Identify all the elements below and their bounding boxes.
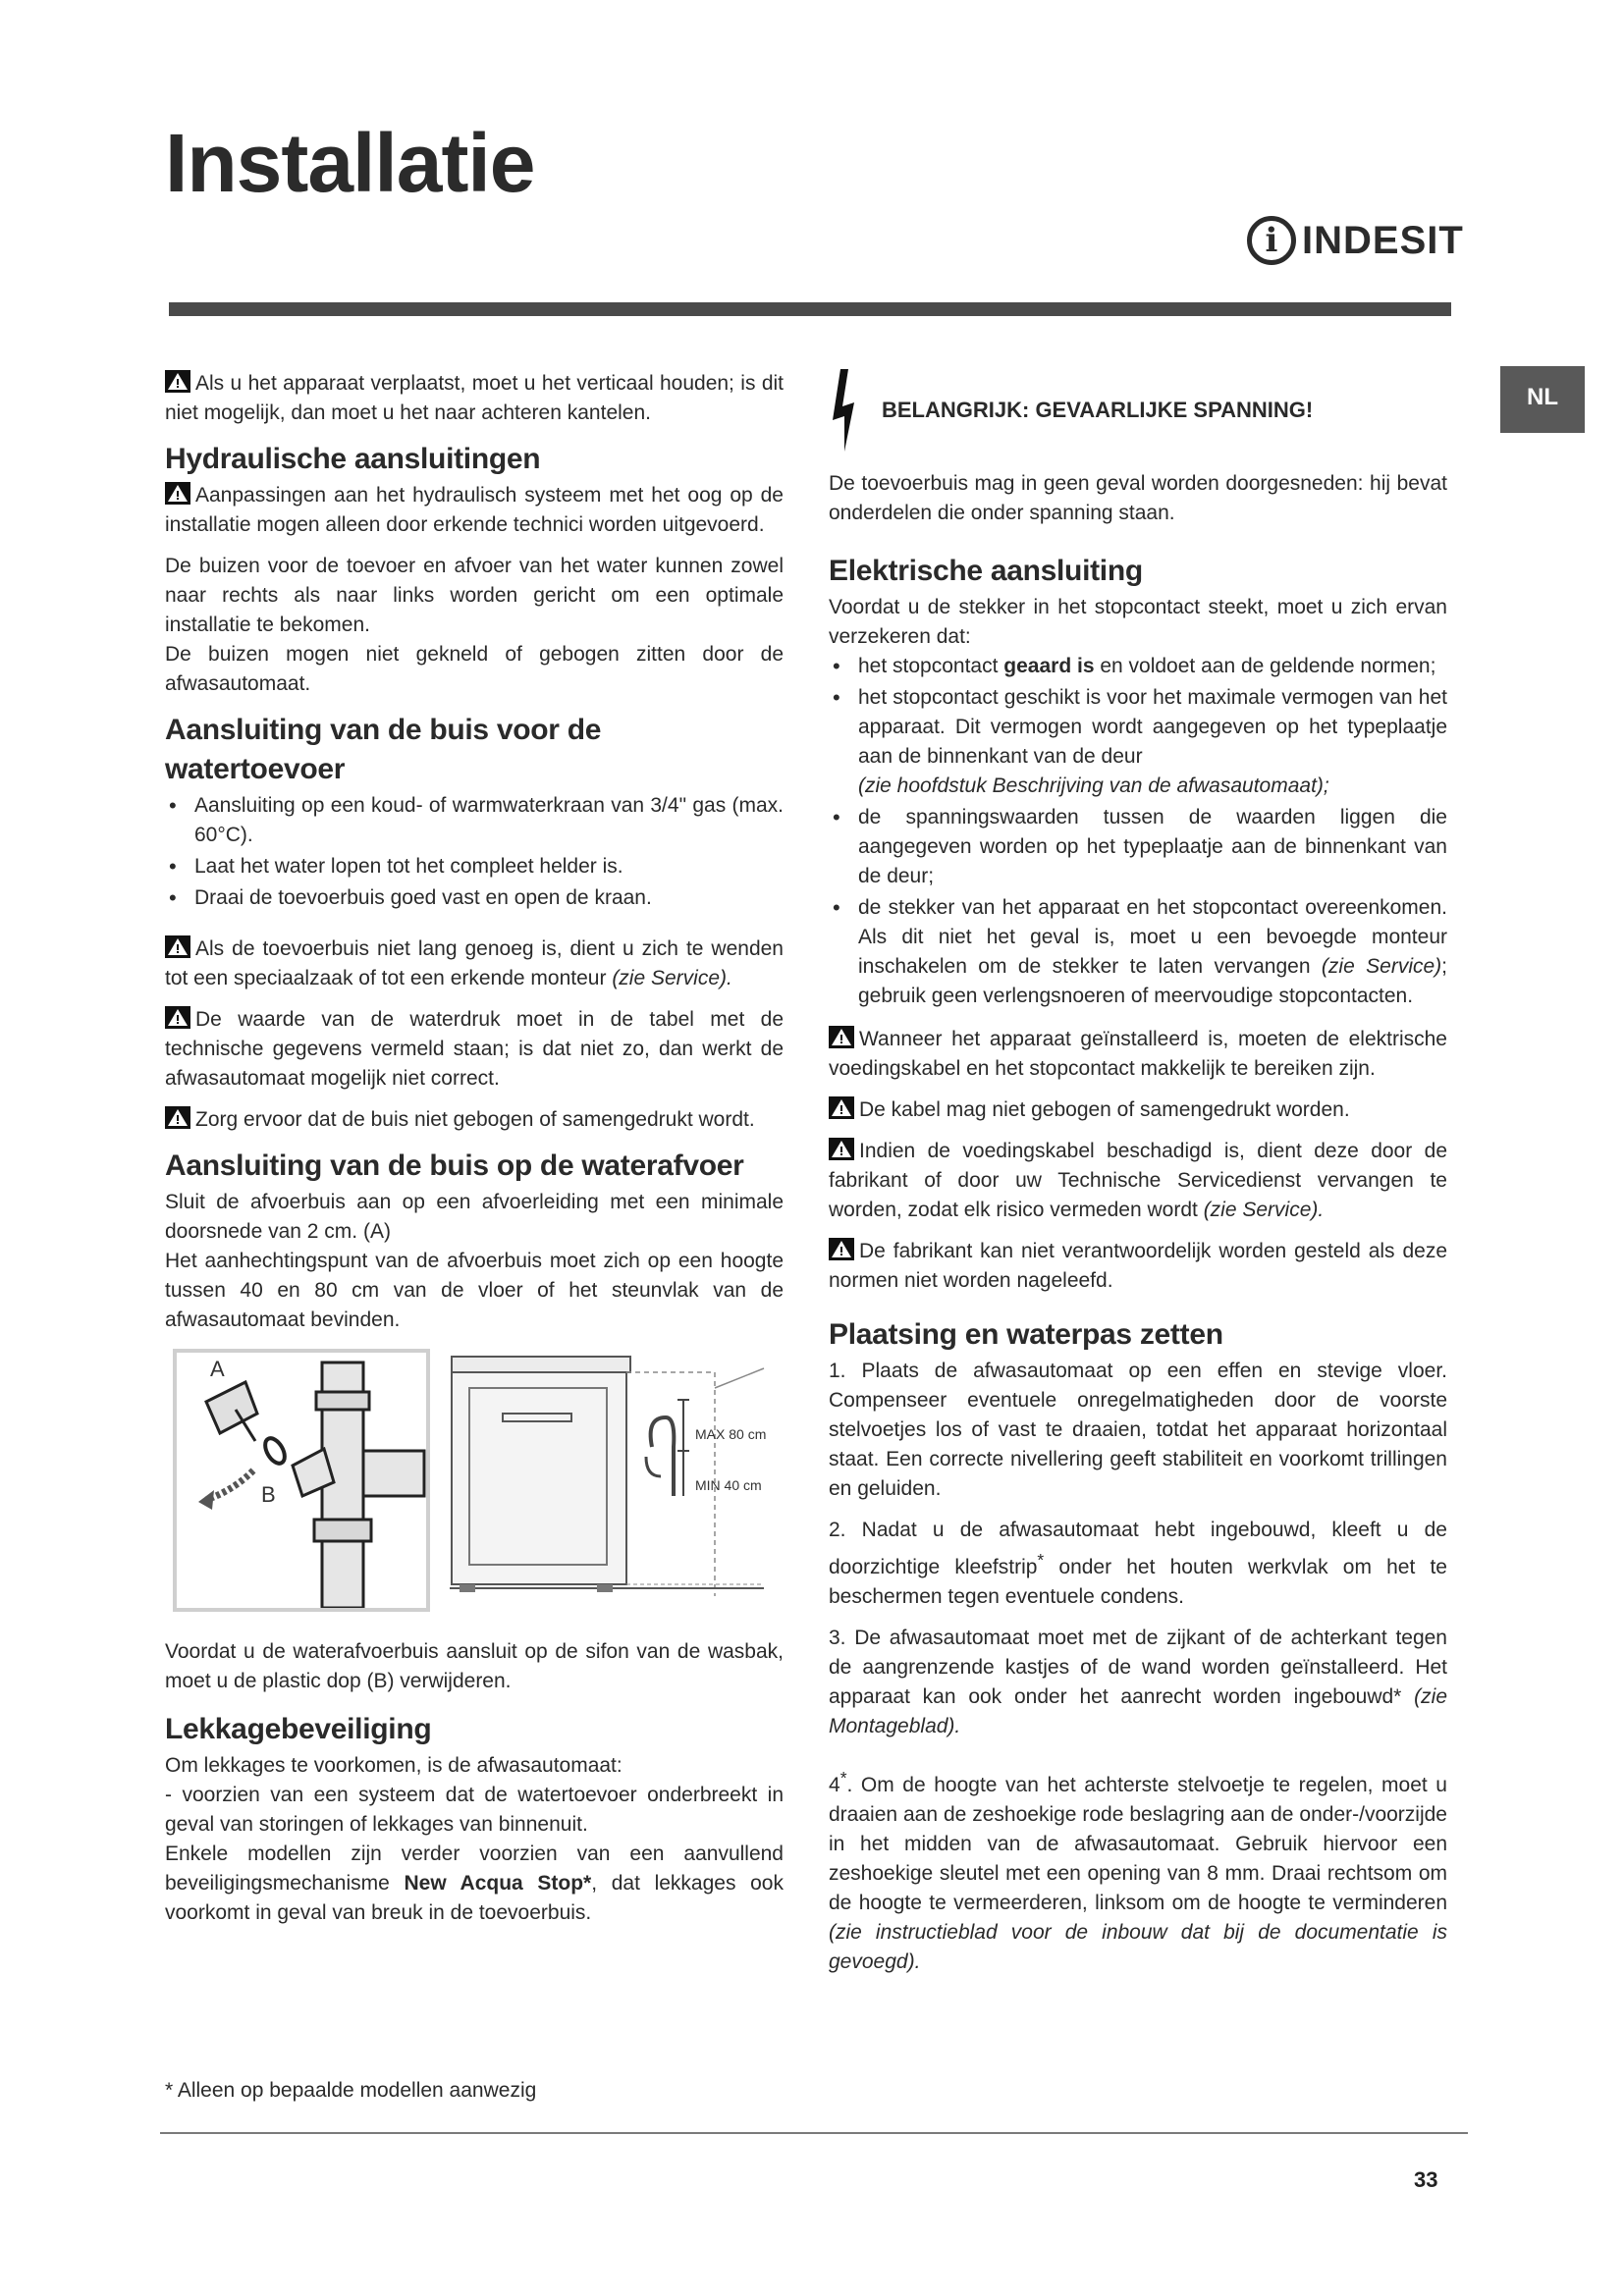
drain-para-2: Het aanhechtingspunt van de afvoerbuis moet zich op een hoogte tussen 40 en 80 cm van de vloer of het steunvlak van de afwasautomaat bevinden. <box>165 1250 784 1331</box>
leak-para-3-text: Enkele modellen zijn verder voorzien van een aanvullend beveiligingsmechanisme <box>165 1842 784 1895</box>
drain-para-1: Sluit de afvoerbuis aan op een afvoerleiding met een minimale doorsnede van 2 cm. (A) <box>165 1191 784 1243</box>
list-item: • Aansluiting op een koud- of warmwaterkraan van 3/4" gas (max. 60°C). <box>165 791 784 850</box>
grounded-label: geaard is <box>1003 655 1095 677</box>
supply-warning-3-text: Zorg ervoor dat de buis niet gebogen of samengedrukt wordt. <box>195 1108 755 1131</box>
language-tab: NL <box>1500 366 1585 433</box>
placement-step-2-end: onder het houten werkvlak om het te beschermen tegen eventuele condens. <box>829 1556 1447 1608</box>
description-reference: (zie hoofdstuk Beschrijving van de afwasautomaat); <box>858 774 1329 797</box>
electrical-warning-3-text: Indien de voedingskabel beschadigd is, dient deze door de fabrikant of door uw Technische Servicedienst vervangen te worden, zodat elk risico vermeden wordt <box>829 1140 1447 1221</box>
heading-leak-protection: Lekkagebeveiliging <box>165 1713 432 1745</box>
intro-text: Als u het apparaat verplaatst, moet u het verticaal houden; is dit niet mogelijk, dan moet u het naar achteren kantelen. <box>165 372 784 424</box>
indesit-logo <box>1247 211 1464 270</box>
warning-icon <box>165 1106 190 1129</box>
service-reference: (zie Service) <box>1321 955 1442 978</box>
footnote-star: * <box>839 1768 847 1788</box>
list-item: • Laat het water lopen tot het compleet helder is. <box>165 852 784 881</box>
electrical-warning-2-text: De kabel mag niet gebogen of samengedrukt worden. <box>859 1098 1350 1121</box>
list-item-text: het stopcontact <box>858 655 999 677</box>
supply-warning-2 <box>165 1005 784 1094</box>
leak-para-2: - voorzien van een systeem dat de watertoevoer onderbreekt in geval van storingen of lekkages van binnenuit. <box>165 1784 784 1836</box>
figure-max-label: MAX 80 cm <box>695 1426 767 1442</box>
supply-warning-1 <box>165 934 784 993</box>
list-item-text: en voldoet aan de geldende normen; <box>1100 655 1436 677</box>
leak-para-3 <box>165 1840 784 1928</box>
warning-icon <box>829 1138 854 1160</box>
list-item <box>829 652 1447 681</box>
warning-icon <box>829 1026 854 1048</box>
hydraulic-para-2: De buizen mogen niet gekneld of gebogen zitten door de afwasautomaat. <box>165 643 784 695</box>
heading-drain: Aansluiting van de buis op de waterafvoer <box>165 1149 744 1182</box>
electrical-intro: Voordat u de stekker in het stopcontact steekt, moet u zich ervan verzekeren dat: <box>829 596 1447 648</box>
electrical-list <box>829 652 1447 1011</box>
leak-para-1: Om lekkages te voorkomen, is de afwasautomaat: <box>165 1754 623 1777</box>
placement-step-3-text: 3. De afwasautomaat moet met de zijkant of de achterkant tegen de aangrenzende kastjes of de wand worden geïnstalleerd. Het apparaat kan ook onder het aanrecht worden ingebouwd* <box>829 1627 1447 1708</box>
electrical-warning-4 <box>829 1237 1447 1296</box>
electrical-warning-2 <box>829 1095 1447 1125</box>
warning-icon <box>165 370 190 393</box>
warning-icon <box>829 1096 854 1119</box>
list-item-text: de stekker van het apparaat en het stopcontact overeenkomen. Als dit niet het geval is, moet u een bevoegde monteur inschakelen om de stekker te laten vervangen <box>858 896 1447 978</box>
footer-divider <box>160 2132 1468 2134</box>
warning-icon <box>165 482 190 505</box>
electrical-warning-1 <box>829 1025 1447 1084</box>
placement-step-3 <box>829 1624 1447 1741</box>
placement-step-4-text: . Om de hoogte van het achterste stelvoetje te regelen, moet u draaien aan de zeshoekige rode beslagring aan de onder-/voorzijde in het midden van de afwasautomaat. Gebruik hiervoor een zeshoekige sleutel met een opening van 8 mm. Draai rechtsom om de hoogte te vermeerderen, linksom om de hoogte te verminderen <box>829 1774 1447 1914</box>
heading-water-supply: Aansluiting van de buis voor de watertoevoer <box>165 714 602 785</box>
figure-label-b: B <box>261 1482 276 1507</box>
logo-text: INDESIT <box>1302 218 1464 262</box>
mounting-sheet-reference: (zie Montageblad). <box>829 1685 1447 1737</box>
placement-step-2 <box>829 1516 1447 1612</box>
supply-list <box>165 791 784 913</box>
page-number: 33 <box>1414 2167 1438 2192</box>
placement-step-4 <box>829 1763 1447 1977</box>
heading-placement: Plaatsing en waterpas zetten <box>829 1318 1223 1351</box>
electrical-warning-4-text: De fabrikant kan niet verantwoordelijk worden gesteld als deze normen niet worden nageleefd. <box>829 1240 1447 1292</box>
header-divider <box>169 302 1451 316</box>
list-item <box>829 893 1447 1011</box>
drain-para-3: Voordat u de waterafvoerbuis aansluit op de sifon van de wasbak, moet u de plastic dop (B) verwijderen. <box>165 1640 784 1692</box>
placement-step-1: 1. Plaats de afwasautomaat op een effen en stevige vloer. Compenseer eventuele onregelmatigheden door de voorste stelvoetjes los of vast te draaien, totdat het apparaat horizontaal staat. Een correcte nivellering geeft stabiliteit en voorkomt trillingen en geluiden. <box>829 1360 1447 1500</box>
list-item: • de spanningswaarden tussen de waarden liggen die aangegeven worden op het typeplaatje aan de binnenkant van de deur; <box>829 803 1447 891</box>
figure-min-label: MIN 40 cm <box>695 1477 762 1493</box>
hydraulic-para-1: De buizen voor de toevoer en afvoer van het water kunnen zowel naar rechts als naar links worden gericht om een optimale installatie te bekomen. <box>165 555 784 636</box>
list-item <box>829 683 1447 801</box>
heading-electrical: Elektrische aansluiting <box>829 555 1143 587</box>
service-reference: (zie Service). <box>612 967 732 989</box>
logo-mark: i <box>1247 216 1296 265</box>
left-column <box>165 369 784 1940</box>
right-column <box>829 369 1447 1989</box>
dishwasher-height-illustration <box>450 1349 774 1614</box>
high-voltage-icon <box>829 369 862 452</box>
danger-text: De toevoerbuis mag in geen geval worden doorgesneden: hij bevat onderdelen die onder spanning staan. <box>829 472 1447 524</box>
warning-icon <box>829 1238 854 1260</box>
hydraulic-warning-text: Aanpassingen aan het hydraulisch systeem met het oog op de installatie mogen alleen door erkende technici worden uitgevoerd. <box>165 484 784 536</box>
footnote: * Alleen op bepaalde modellen aanwezig <box>165 2079 537 2102</box>
page-title: Installatie <box>165 117 535 209</box>
leak-para-3-end: , dat lekkages ook voorkomt in geval van breuk in de toevoerbuis. <box>165 1872 784 1924</box>
supply-warning-3 <box>165 1105 784 1135</box>
danger-title: BELANGRIJK: GEVAARLIJKE SPANNING! <box>882 398 1314 422</box>
list-item-text: het stopcontact geschikt is voor het maximale vermogen van het apparaat. Dit vermogen wordt aangegeven op het typeplaatje aan de binnenkant van de deur <box>858 686 1447 768</box>
instruction-sheet-reference: (zie instructieblad voor de inbouw dat bij de documentatie is gevoegd). <box>829 1921 1447 1973</box>
footnote-star: * <box>1037 1550 1045 1570</box>
supply-warning-2-text: De waarde van de waterdruk moet in de tabel met de technische gegevens vermeld staan; is dat niet zo, dan werkt de afwasautomaat mogelijk niet correct. <box>165 1008 784 1090</box>
danger-notice <box>829 369 1447 452</box>
list-item: • Draai de toevoerbuis goed vast en open de kraan. <box>165 883 784 913</box>
acqua-stop-label: New Acqua Stop* <box>404 1872 592 1895</box>
drain-figure <box>165 1349 784 1614</box>
siphon-illustration <box>173 1349 430 1612</box>
hydraulic-warning <box>165 481 784 540</box>
supply-warning-1-text: Als de toevoerbuis niet lang genoeg is, dient u zich te wenden tot een speciaalzaak of tot een erkende monteur <box>165 937 784 989</box>
intro-warning <box>165 369 784 428</box>
warning-icon <box>165 935 190 958</box>
electrical-warning-1-text: Wanneer het apparaat geïnstalleerd is, moeten de elektrische voedingskabel en het stopcontact makkelijk te bereiken zijn. <box>829 1028 1447 1080</box>
figure-label-a: A <box>210 1357 225 1381</box>
placement-step-2-text: 2. Nadat u de afwasautomaat hebt ingebouwd, kleeft u de doorzichtige kleefstrip <box>829 1519 1447 1578</box>
electrical-warning-3 <box>829 1137 1447 1225</box>
service-reference: (zie Service). <box>1203 1199 1325 1221</box>
heading-hydraulic: Hydraulische aansluitingen <box>165 443 541 475</box>
warning-icon <box>165 1006 190 1029</box>
step-number: 4 <box>829 1774 840 1796</box>
list-item-text: ; gebruik geen verlengsnoeren of meervoudige stopcontacten. <box>858 955 1447 1007</box>
